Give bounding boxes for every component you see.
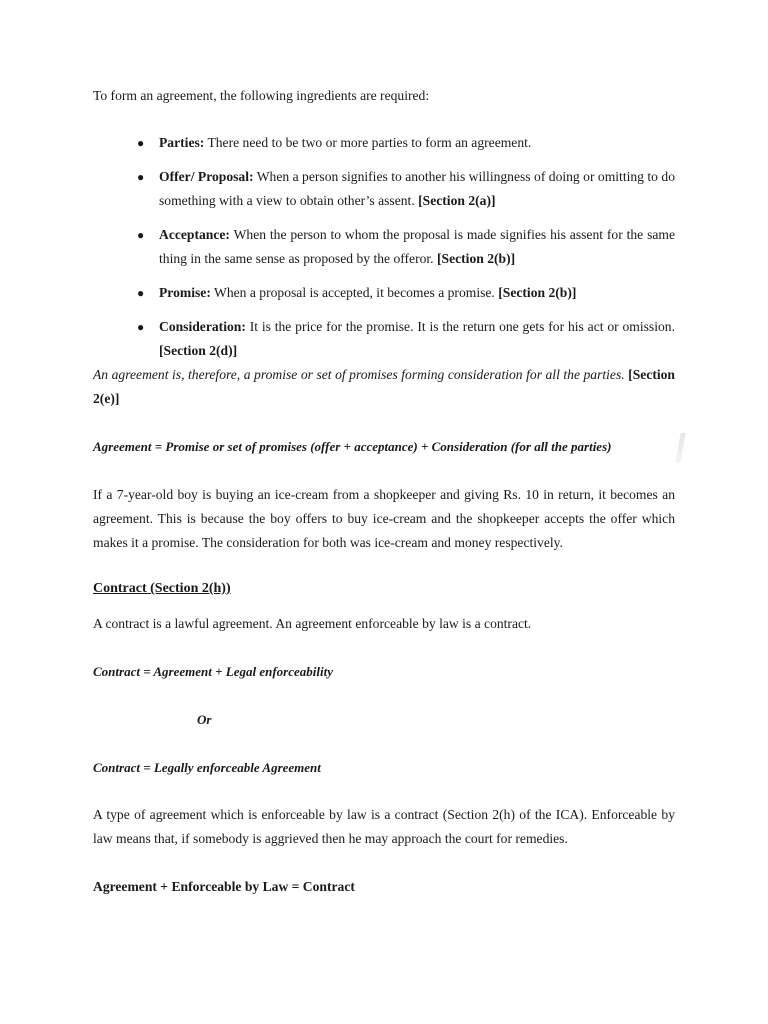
list-item-text <box>159 315 675 363</box>
bullet-icon: ● <box>137 136 145 150</box>
or-text: Or <box>197 712 212 727</box>
bullet-icon: ● <box>137 286 145 300</box>
term-description: It is the price for the promise. It is the return one gets for his act or omission. <box>245 319 675 334</box>
term-description: When a person signifies to another his willingness of doing or omitting to do something with a view to obtain other’s assent. <box>159 169 675 208</box>
section-reference: [Section 2(b)] <box>498 285 577 300</box>
final-equation: Agreement + Enforceable by Law = Contract <box>93 879 355 894</box>
scan-mark <box>675 433 685 463</box>
contract-formula-2: Contract = Legally enforceable Agreement <box>93 760 321 775</box>
bullet-icon: ● <box>137 228 145 242</box>
list-item-promise <box>93 281 675 305</box>
list-item-text <box>159 281 675 305</box>
document-page <box>93 84 675 899</box>
term-label: Promise: <box>159 285 211 300</box>
bullet-icon: ● <box>137 320 145 334</box>
term-label: Parties: <box>159 135 205 150</box>
example-paragraph: If a 7-year-old boy is buying an ice-cream from a shopkeeper and giving Rs. 10 in return, it becomes an agreement. This is because the boy offers to buy ice-cream and the shopkeeper accepts the offer which makes it a promise. The consideration for both was ice-cream and money respectively. <box>93 487 675 550</box>
list-item-acceptance <box>93 223 675 271</box>
agreement-definition <box>93 363 675 411</box>
contract-heading: Contract (Section 2(h)) <box>93 581 231 596</box>
term-label: Acceptance: <box>159 227 230 242</box>
term-label: Offer/ Proposal: <box>159 169 254 184</box>
agreement-definition-text: An agreement is, therefore, a promise or set of promises forming consideration for all the parties. <box>93 367 629 382</box>
contract-formula-1: Contract = Agreement + Legal enforceability <box>93 664 333 679</box>
list-item-consideration <box>93 315 675 363</box>
ingredients-list <box>93 131 675 363</box>
section-reference: [Section 2(a)] <box>418 193 496 208</box>
list-item-text <box>159 165 675 213</box>
list-item-parties <box>93 131 675 155</box>
list-item-text <box>159 131 675 155</box>
term-description: There need to be two or more parties to form an agreement. <box>204 135 532 150</box>
agreement-formula: Agreement = Promise or set of promises (offer + acceptance) + Consideration (for all the parties) <box>93 439 612 454</box>
intro-text: To form an agreement, the following ingredients are required: <box>93 88 430 103</box>
term-description: When a proposal is accepted, it becomes a promise. <box>210 285 499 300</box>
term-label: Consideration: <box>159 319 246 334</box>
section-reference: [Section 2(d)] <box>159 343 238 358</box>
list-item-offer <box>93 165 675 213</box>
contract-explanation: A type of agreement which is enforceable by law is a contract (Section 2(h) of the ICA). Enforceable by law means that, if somebody is aggrieved then he may approach the court for remedies. <box>93 807 675 846</box>
term-description: When the person to whom the proposal is made signifies his assent for the same thing in the same sense as proposed by the offeror. <box>159 227 675 266</box>
section-reference: [Section 2(e)] <box>93 367 675 406</box>
contract-definition: A contract is a lawful agreement. An agreement enforceable by law is a contract. <box>93 616 532 631</box>
section-reference: [Section 2(b)] <box>436 251 516 266</box>
list-item-text <box>159 223 675 271</box>
bullet-icon: ● <box>137 170 145 184</box>
